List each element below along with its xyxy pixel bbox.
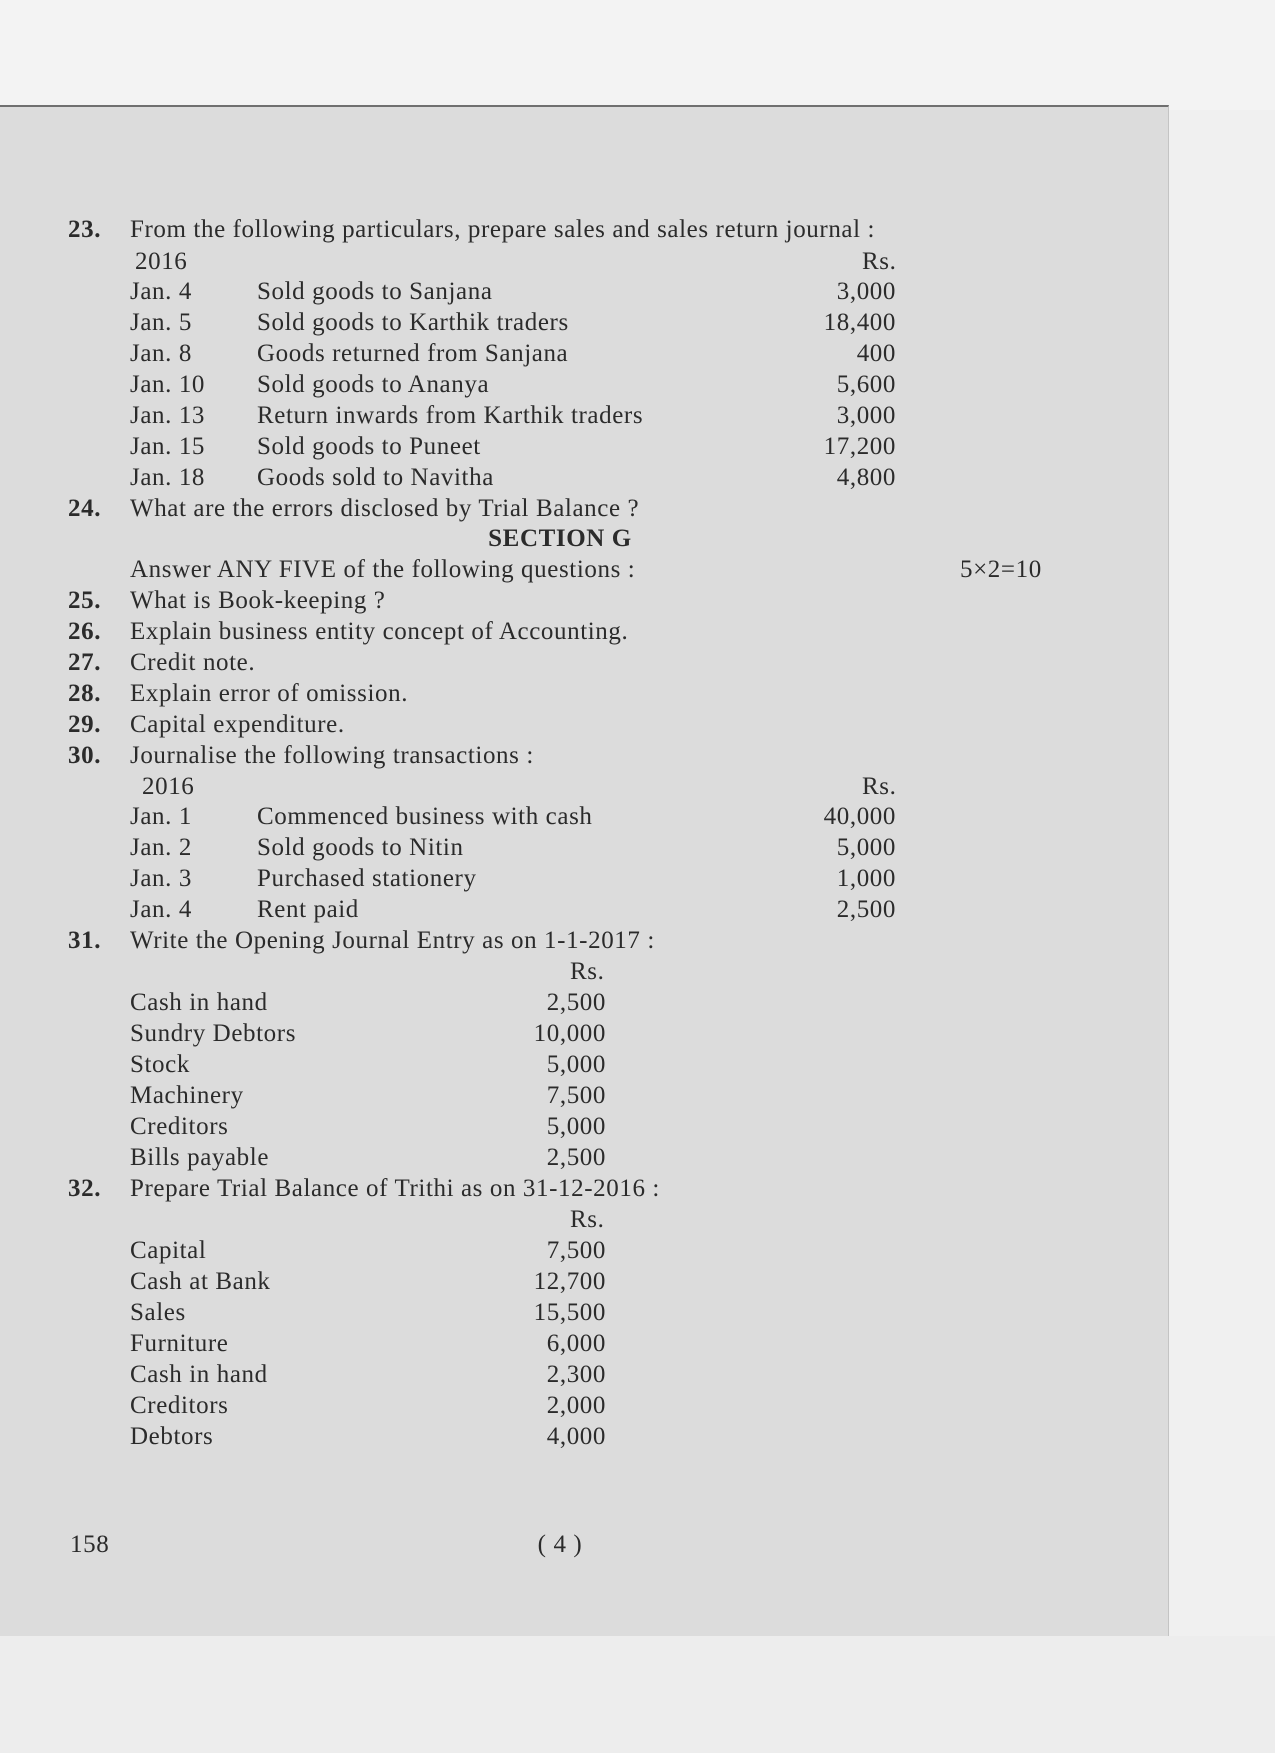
q23-desc: Sold goods to Puneet (257, 433, 481, 460)
q31-amount: 5,000 (546, 1113, 606, 1140)
q32-amount: 6,000 (546, 1330, 606, 1357)
question-text: Capital expenditure. (130, 711, 345, 738)
q30-date: Jan. 4 (130, 896, 192, 923)
question-32-text: Prepare Trial Balance of Trithi as on 31-12-2016 : (130, 1175, 660, 1202)
q32-amount: 12,700 (533, 1268, 606, 1295)
q23-amount: 5,600 (836, 371, 896, 398)
q31-amount: 2,500 (546, 989, 606, 1016)
q32-amount: 15,500 (533, 1299, 606, 1326)
q23-amount: 17,200 (823, 433, 896, 460)
question-text: What is Book-keeping ? (130, 587, 386, 614)
q23-currency: Rs. (862, 248, 897, 275)
q31-amount: 5,000 (546, 1051, 606, 1078)
q30-amount: 2,500 (836, 896, 896, 923)
question-31-text: Write the Opening Journal Entry as on 1-1-2017 : (130, 927, 655, 954)
q23-date: Jan. 4 (130, 278, 192, 305)
question-number: 25. (68, 587, 102, 614)
q23-desc: Sold goods to Sanjana (257, 278, 493, 305)
section-instruction: Answer ANY FIVE of the following questions : (130, 556, 636, 583)
q23-date: Jan. 8 (130, 340, 192, 367)
q32-amount: 7,500 (546, 1237, 606, 1264)
q23-date: Jan. 5 (130, 309, 192, 336)
q23-desc: Sold goods to Ananya (257, 371, 490, 398)
q32-amount: 2,300 (546, 1361, 606, 1388)
question-number-32: 32. (68, 1175, 102, 1202)
q31-item: Sundry Debtors (130, 1020, 297, 1047)
q31-item: Bills payable (130, 1144, 270, 1171)
q31-item: Stock (130, 1051, 190, 1078)
section-title: SECTION G (488, 525, 632, 552)
q32-item: Furniture (130, 1330, 229, 1357)
question-number-31: 31. (68, 927, 102, 954)
question-number: 26. (68, 618, 102, 645)
q30-year: 2016 (142, 773, 195, 800)
q23-desc: Sold goods to Karthik traders (257, 309, 569, 336)
q32-currency: Rs. (570, 1206, 605, 1233)
q30-amount: 40,000 (823, 803, 896, 830)
scan-right-margin (1169, 110, 1275, 1636)
question-text: Explain business entity concept of Accounting. (130, 618, 629, 645)
q32-item: Sales (130, 1299, 186, 1326)
question-number: 28. (68, 680, 102, 707)
question-number-24: 24. (68, 495, 102, 522)
question-number-23: 23. (68, 216, 102, 243)
q31-item: Creditors (130, 1113, 229, 1140)
q30-currency: Rs. (862, 773, 897, 800)
question-23-text: From the following particulars, prepare sales and sales return journal : (130, 216, 876, 243)
q30-date: Jan. 3 (130, 865, 192, 892)
q23-desc: Return inwards from Karthik traders (257, 402, 644, 429)
page-number: ( 4 ) (537, 1531, 583, 1558)
q23-date: Jan. 18 (130, 464, 206, 491)
q30-amount: 1,000 (836, 865, 896, 892)
q32-item: Debtors (130, 1423, 214, 1450)
q30-date: Jan. 2 (130, 834, 192, 861)
q31-currency: Rs. (570, 958, 605, 985)
q23-amount: 3,000 (836, 402, 896, 429)
q30-desc: Sold goods to Nitin (257, 834, 464, 861)
scan-top-margin (0, 0, 1275, 110)
question-24-text: What are the errors disclosed by Trial Balance ? (130, 495, 640, 522)
q31-amount: 7,500 (546, 1082, 606, 1109)
q23-amount: 4,800 (836, 464, 896, 491)
question-30-text: Journalise the following transactions : (130, 742, 534, 769)
q31-item: Cash in hand (130, 989, 268, 1016)
q31-amount: 10,000 (533, 1020, 606, 1047)
q23-date: Jan. 10 (130, 371, 206, 398)
q30-amount: 5,000 (836, 834, 896, 861)
q32-item: Capital (130, 1237, 207, 1264)
question-number-30: 30. (68, 742, 102, 769)
q23-date: Jan. 13 (130, 402, 206, 429)
question-number: 27. (68, 649, 102, 676)
q23-amount: 18,400 (823, 309, 896, 336)
q23-date: Jan. 15 (130, 433, 206, 460)
scan-bottom-margin (0, 1636, 1275, 1753)
q32-item: Cash in hand (130, 1361, 268, 1388)
question-text: Credit note. (130, 649, 256, 676)
q23-year: 2016 (135, 248, 188, 275)
q32-item: Creditors (130, 1392, 229, 1419)
q32-amount: 4,000 (546, 1423, 606, 1450)
q23-desc: Goods sold to Navitha (257, 464, 494, 491)
question-number: 29. (68, 711, 102, 738)
q31-amount: 2,500 (546, 1144, 606, 1171)
q30-desc: Rent paid (257, 896, 359, 923)
paper-code: 158 (70, 1531, 110, 1558)
section-marks: 5×2=10 (960, 556, 1042, 583)
q30-date: Jan. 1 (130, 803, 192, 830)
question-text: Explain error of omission. (130, 680, 409, 707)
q23-amount: 400 (856, 340, 896, 367)
q30-desc: Purchased stationery (257, 865, 477, 892)
q30-desc: Commenced business with cash (257, 803, 593, 830)
q23-amount: 3,000 (836, 278, 896, 305)
q31-item: Machinery (130, 1082, 244, 1109)
q23-desc: Goods returned from Sanjana (257, 340, 569, 367)
q32-item: Cash at Bank (130, 1268, 271, 1295)
q32-amount: 2,000 (546, 1392, 606, 1419)
